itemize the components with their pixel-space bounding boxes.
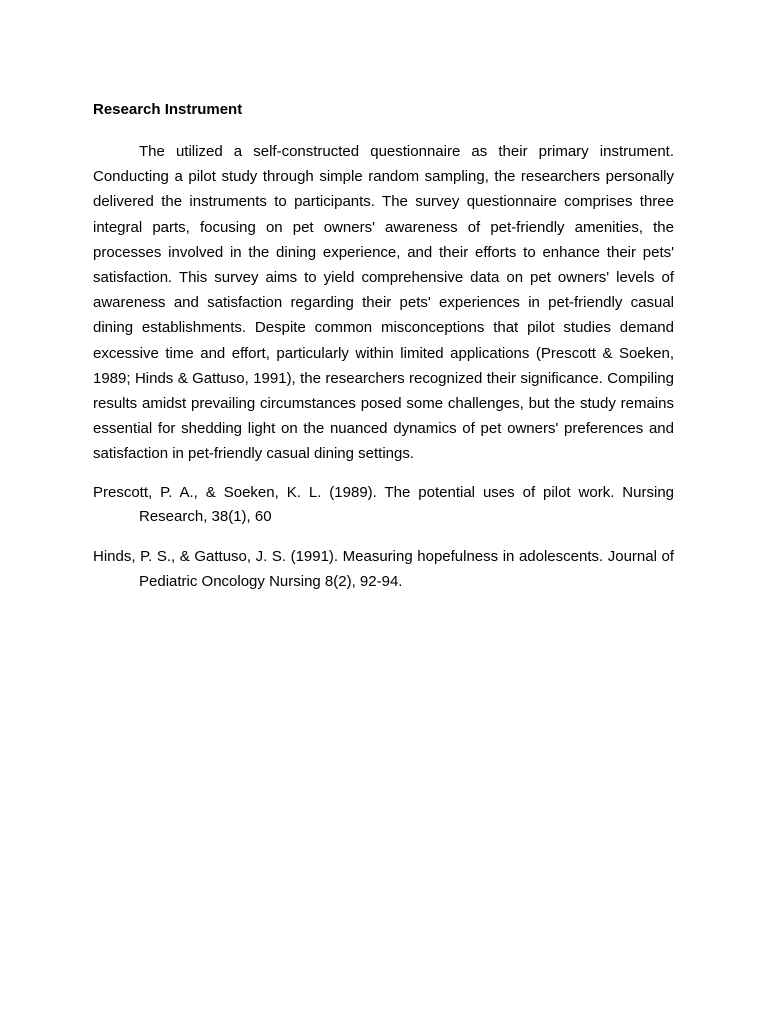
reference-entry-prescott: Prescott, P. A., & Soeken, K. L. (1989). The potential uses of pilot work. Nursing Research, 38(1), 60 xyxy=(93,483,674,526)
section-heading: Research Instrument xyxy=(93,101,243,118)
body-paragraph: The utilized a self-constructed questionnaire as their primary instrument. Conducting a pilot study through simple random sampling, the researchers personally delivered the instruments to participants. The survey questionnaire comprises three integral parts, focusing on pet owners' awareness of pet-friendly amenities, the processes involved in the dining experience, and their efforts to enhance their pets' satisfaction. This survey aims to yield comprehensive data on pet owners' levels of awareness and satisfaction regarding their pets' experiences in pet-friendly casual dining establishments. Despite common misconceptions that pilot studies demand excessive time and effort, particularly within limited applications (Prescott & Soeken, 1989; Hinds & Gattuso, 1991), the researchers recognized their significance. Compiling results amidst prevailing circumstances posed some challenges, but the study remains essential for shedding light on the nuanced dynamics of pet owners' preferences and satisfaction in pet-friendly casual dining settings. xyxy=(93,143,674,463)
reference-entry-hinds: Hinds, P. S., & Gattuso, J. S. (1991). Measuring hopefulness in adolescents. Journal of Pediatric Oncology Nursing 8(2), 92-94. xyxy=(93,548,674,591)
document-content xyxy=(93,99,674,610)
